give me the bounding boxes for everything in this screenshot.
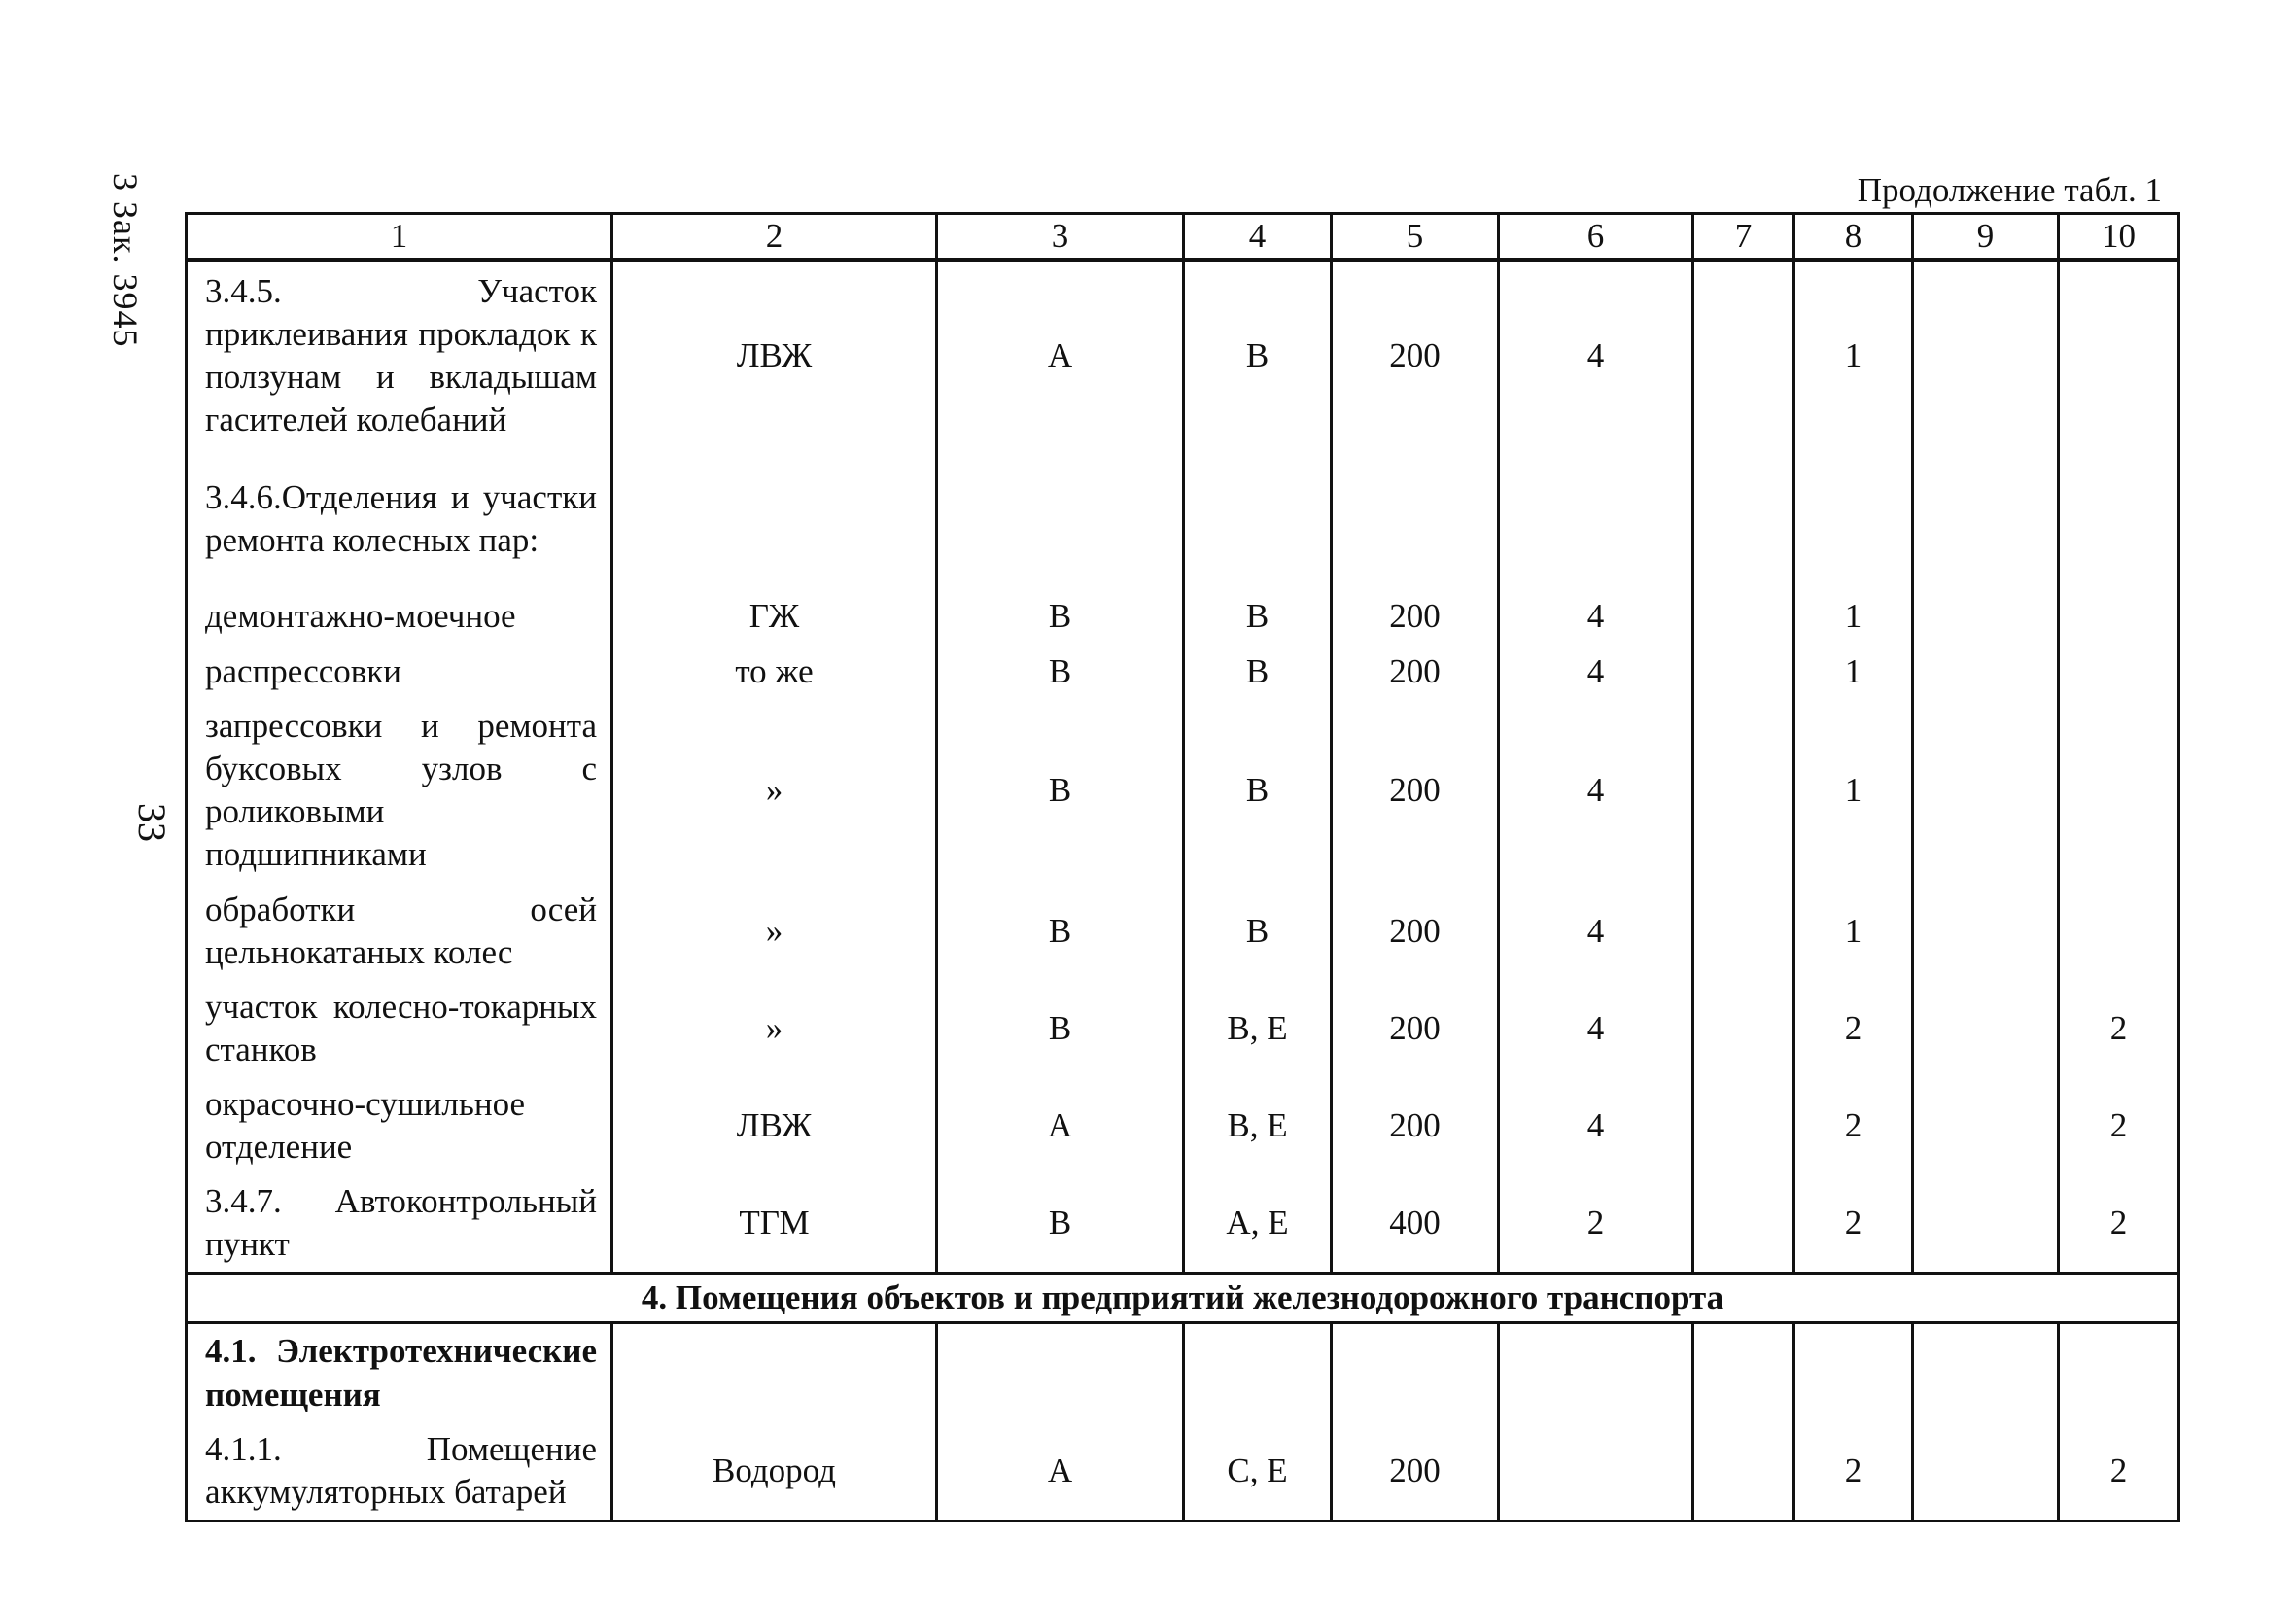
table-cell	[1184, 1323, 1332, 1422]
table-cell: »	[612, 699, 937, 882]
table-cell	[1693, 1422, 1794, 1521]
table-cell: 2	[1794, 1077, 1913, 1174]
table-cell: А	[937, 1077, 1184, 1174]
table-cell	[1913, 1077, 2059, 1174]
table-cell: 200	[1332, 588, 1499, 645]
table-row	[187, 1422, 2179, 1521]
table-cell: В	[937, 645, 1184, 699]
table-cell	[1499, 450, 1693, 588]
table-cell: В, Е	[1184, 1077, 1332, 1174]
table-row	[187, 1323, 2179, 1422]
table-cell: ЛВЖ	[612, 260, 937, 450]
table-cell	[1693, 883, 1794, 980]
table-cell: 4	[1499, 1077, 1693, 1174]
table-cell	[1693, 450, 1794, 588]
table-row	[187, 645, 2179, 699]
column-header-row	[187, 214, 2179, 261]
table-cell	[1693, 699, 1794, 882]
table-cell: В	[1184, 588, 1332, 645]
table-cell: 1	[1794, 588, 1913, 645]
table-row	[187, 1174, 2179, 1274]
table-cell: В, Е	[1184, 980, 1332, 1077]
table-cell: 2	[1794, 1174, 1913, 1274]
table-cell	[1913, 645, 2059, 699]
table-row	[187, 699, 2179, 882]
table-cell: 2	[2059, 980, 2179, 1077]
table-cell: 2	[2059, 1174, 2179, 1274]
table-cell: В	[937, 883, 1184, 980]
table-cell: А	[937, 260, 1184, 450]
room-description: 3.4.6.Отделения и участки ремонта колесных пар:	[187, 450, 612, 588]
table-cell: 200	[1332, 1077, 1499, 1174]
table-cell	[2059, 260, 2179, 450]
table-row	[187, 588, 2179, 645]
table-cell: 2	[2059, 1077, 2179, 1174]
column-header: 8	[1794, 214, 1913, 261]
table-cell	[2059, 883, 2179, 980]
table-cell: В	[937, 980, 1184, 1077]
table-row	[187, 883, 2179, 980]
room-description: запрессовки и ремонта буксовых узлов с роликовыми подшипниками	[187, 699, 612, 882]
table-cell	[1913, 1422, 2059, 1521]
table-cell	[1499, 1323, 1693, 1422]
table-cell	[2059, 588, 2179, 645]
table-cell: В	[937, 699, 1184, 882]
table-cell	[2059, 645, 2179, 699]
room-description: 4.1.1. Помещение аккумуляторных батарей	[187, 1422, 612, 1521]
table-cell: В	[937, 1174, 1184, 1274]
table-cell: 2	[1794, 1422, 1913, 1521]
table-cell	[1693, 1323, 1794, 1422]
column-header: 5	[1332, 214, 1499, 261]
table-cell	[937, 450, 1184, 588]
section-header-row	[187, 1274, 2179, 1323]
table-row	[187, 260, 2179, 450]
table-cell: А	[937, 1422, 1184, 1521]
table-cell: ТГМ	[612, 1174, 937, 1274]
table-cell: то же	[612, 645, 937, 699]
table-row	[187, 1077, 2179, 1174]
column-header: 3	[937, 214, 1184, 261]
table-cell: В	[1184, 883, 1332, 980]
table-cell: 4	[1499, 645, 1693, 699]
table-row	[187, 980, 2179, 1077]
table-cell	[1693, 1077, 1794, 1174]
table-cell	[2059, 1323, 2179, 1422]
table-cell	[1913, 588, 2059, 645]
table-cell	[1913, 699, 2059, 882]
table-cell	[1794, 1323, 1913, 1422]
table-cell	[1794, 450, 1913, 588]
table-continuation-label: Продолжение табл. 1	[1857, 171, 2162, 209]
table-cell: ЛВЖ	[612, 1077, 937, 1174]
room-description: 4.1. Электротехнические помещения	[187, 1323, 612, 1422]
table-cell: С, Е	[1184, 1422, 1332, 1521]
room-description: обработки осей цельнокатаных колес	[187, 883, 612, 980]
table-cell	[1332, 1323, 1499, 1422]
table-row	[187, 450, 2179, 588]
table-cell	[1693, 1174, 1794, 1274]
room-description: окрасочно-сушильное отделение	[187, 1077, 612, 1174]
table-cell	[1913, 980, 2059, 1077]
table-cell: »	[612, 883, 937, 980]
room-description: 3.4.5. Участок приклеивания прокладок к ползунам и вкладышам гасителей колебаний	[187, 260, 612, 450]
table-cell: 2	[2059, 1422, 2179, 1521]
room-description: демонтажно-моечное	[187, 588, 612, 645]
table-cell	[1693, 645, 1794, 699]
column-header: 7	[1693, 214, 1794, 261]
table-cell	[1184, 450, 1332, 588]
column-header: 1	[187, 214, 612, 261]
table-cell	[612, 450, 937, 588]
table-cell: А, Е	[1184, 1174, 1332, 1274]
table-cell: В	[937, 588, 1184, 645]
table-cell	[1913, 1174, 2059, 1274]
room-description: участок колесно-токарных станков	[187, 980, 612, 1077]
table-cell: В	[1184, 699, 1332, 882]
column-header: 2	[612, 214, 937, 261]
column-header: 4	[1184, 214, 1332, 261]
column-header: 9	[1913, 214, 2059, 261]
table-cell: ГЖ	[612, 588, 937, 645]
section-title: 4. Помещения объектов и предприятий железнодорожного транспорта	[187, 1274, 2179, 1323]
table-cell: 4	[1499, 260, 1693, 450]
table-cell	[1913, 1323, 2059, 1422]
table-cell: 1	[1794, 883, 1913, 980]
table-cell: Водород	[612, 1422, 937, 1521]
table-cell: 200	[1332, 883, 1499, 980]
table-cell: 4	[1499, 883, 1693, 980]
table-cell	[1332, 450, 1499, 588]
table-cell: 1	[1794, 260, 1913, 450]
table-cell	[1693, 260, 1794, 450]
table-cell: »	[612, 980, 937, 1077]
page-number: 33	[130, 803, 174, 842]
table-cell: В	[1184, 260, 1332, 450]
table-cell: 200	[1332, 645, 1499, 699]
table-cell	[612, 1323, 937, 1422]
table-cell: 400	[1332, 1174, 1499, 1274]
column-header: 10	[2059, 214, 2179, 261]
table-cell: 200	[1332, 980, 1499, 1077]
column-header: 6	[1499, 214, 1693, 261]
table-cell: 4	[1499, 980, 1693, 1077]
table-cell: 4	[1499, 588, 1693, 645]
table-cell: 4	[1499, 699, 1693, 882]
table-cell: 2	[1794, 980, 1913, 1077]
table-cell	[1913, 450, 2059, 588]
table-cell: 200	[1332, 260, 1499, 450]
table-cell	[2059, 450, 2179, 588]
room-description: распрессовки	[187, 645, 612, 699]
table-cell	[1693, 980, 1794, 1077]
room-description: 3.4.7. Автоконтрольный пункт	[187, 1174, 612, 1274]
table-cell	[1913, 883, 2059, 980]
table-cell: 2	[1499, 1174, 1693, 1274]
table-cell	[1913, 260, 2059, 450]
table-cell	[1499, 1422, 1693, 1521]
sheet-label: 3 Зак. 3945	[106, 173, 145, 348]
table-cell: 200	[1332, 699, 1499, 882]
table-cell	[937, 1323, 1184, 1422]
table-cell: В	[1184, 645, 1332, 699]
table-cell: 200	[1332, 1422, 1499, 1521]
table-cell	[2059, 699, 2179, 882]
table-cell	[1693, 588, 1794, 645]
table-cell: 1	[1794, 699, 1913, 882]
table-cell: 1	[1794, 645, 1913, 699]
fire-safety-table	[185, 212, 2180, 1522]
